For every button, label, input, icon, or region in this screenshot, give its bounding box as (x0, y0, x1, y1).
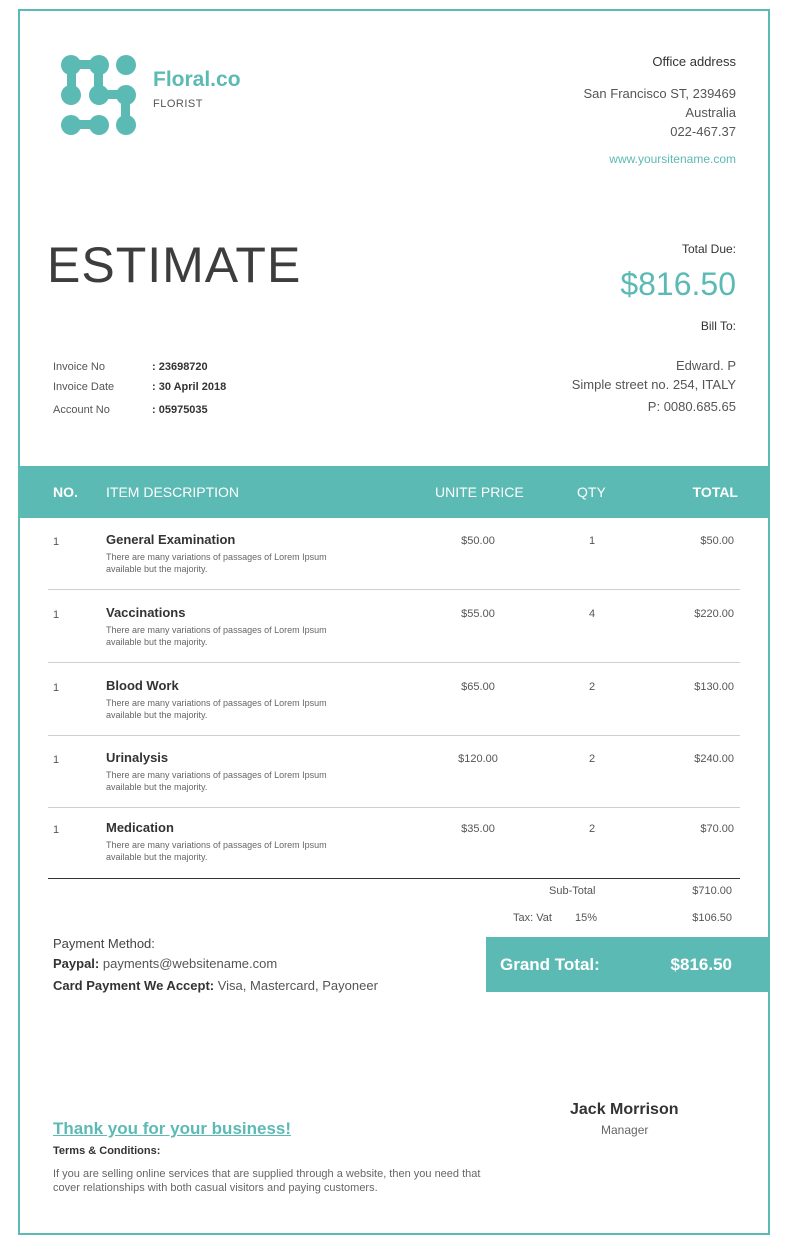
header-qty: QTY (577, 484, 606, 500)
row-total: $240.00 (694, 753, 734, 765)
invoice-no-value: : 23698720 (152, 361, 208, 373)
row-price: $120.00 (458, 753, 498, 765)
row-title: General Examination (106, 532, 236, 547)
row-description: There are many variations of passages of Lorem Ipsum available but the majority. (106, 770, 327, 792)
subtotal-label: Sub-Total (549, 885, 596, 897)
table-row (48, 591, 740, 663)
row-description: There are many variations of passages of Lorem Ipsum available but the majority. (106, 840, 327, 862)
row-qty: 4 (588, 608, 596, 620)
website-link[interactable]: www.yoursitename.com (609, 152, 736, 166)
row-total: $70.00 (700, 823, 734, 835)
bill-to-address: Simple street no. 254, ITALY (571, 377, 736, 392)
total-due-amount: $816.50 (620, 266, 736, 302)
row-description: There are many variations of passages of Lorem Ipsum available but the majority. (106, 625, 327, 647)
row-price: $35.00 (461, 823, 495, 835)
document-title: ESTIMATE (47, 237, 302, 293)
row-no: 1 (53, 824, 60, 836)
row-title: Blood Work (106, 678, 179, 693)
row-description: There are many variations of passages of Lorem Ipsum available but the majority. (106, 552, 327, 574)
bill-to-name: Edward. P (676, 358, 736, 373)
tax-label: Tax: Vat (513, 912, 552, 924)
floral-dots-logo-icon (60, 52, 138, 138)
row-total: $220.00 (694, 608, 734, 620)
row-price: $50.00 (461, 535, 495, 547)
header-no: NO. (53, 484, 78, 500)
items-table-header (18, 466, 770, 518)
total-due-label: Total Due: (681, 242, 736, 256)
grand-total-label: Grand Total: (500, 955, 600, 974)
table-row (48, 736, 740, 808)
row-title: Medication (106, 820, 174, 835)
bill-to-phone: P: 0080.685.65 (647, 399, 736, 414)
card-payment-label: Card Payment We Accept: (53, 978, 215, 993)
row-qty: 1 (588, 535, 596, 547)
office-country: Australia (685, 105, 736, 120)
paypal-label: Paypal: (53, 956, 100, 971)
row-qty: 2 (588, 681, 596, 693)
table-bottom-divider (48, 878, 740, 879)
row-no: 1 (53, 754, 60, 766)
table-row (48, 806, 740, 878)
table-row (48, 518, 740, 590)
grand-total-box (486, 937, 770, 992)
bill-to-label: Bill To: (700, 319, 736, 333)
card-payment-value: Visa, Mastercard, Payoneer (217, 978, 378, 993)
subtotal-value: $710.00 (692, 885, 732, 897)
row-no: 1 (53, 609, 60, 621)
row-qty: 2 (588, 753, 596, 765)
row-price: $65.00 (461, 681, 495, 693)
brand-name: Floral.co (153, 68, 241, 91)
header-total: TOTAL (692, 484, 738, 500)
row-description: There are many variations of passages of Lorem Ipsum available but the majority. (106, 698, 327, 720)
table-row (48, 664, 740, 736)
row-qty: 2 (588, 823, 596, 835)
brand-tagline: FLORIST (153, 98, 203, 110)
row-total: $130.00 (694, 681, 734, 693)
row-total: $50.00 (700, 535, 734, 547)
row-title: Vaccinations (106, 605, 186, 620)
tax-value: $106.50 (692, 912, 732, 924)
invoice-date-value: : 30 April 2018 (152, 381, 227, 393)
office-street: San Francisco ST, 239469 (583, 86, 736, 101)
signer-role: Manager (601, 1123, 649, 1137)
header-description: ITEM DESCRIPTION (106, 484, 240, 500)
row-no: 1 (53, 536, 60, 548)
thank-you-link[interactable]: Thank you for your business! (53, 1119, 292, 1138)
office-address-label: Office address (652, 54, 736, 69)
paypal-line (53, 956, 277, 971)
office-phone: 022-467.37 (670, 124, 736, 139)
row-title: Urinalysis (106, 750, 169, 765)
grand-total-value: $816.50 (670, 955, 732, 974)
header-unit-price: UNITE PRICE (435, 484, 524, 500)
invoice-no-label: Invoice No (53, 361, 105, 373)
account-no-label: Account No (53, 404, 110, 416)
paypal-email: payments@websitename.com (102, 956, 278, 971)
terms-label: Terms & Conditions: (53, 1145, 161, 1157)
terms-text: If you are selling online services that are supplied through a website, then you need that cover relationships with both casual visitors and paying customers. (53, 1168, 481, 1194)
signer-name: Jack Morrison (570, 1101, 679, 1118)
row-price: $55.00 (461, 608, 495, 620)
card-payment-line (53, 978, 378, 993)
payment-method-label: Payment Method: (53, 936, 155, 951)
invoice-date-label: Invoice Date (53, 381, 115, 393)
row-no: 1 (53, 682, 60, 694)
account-no-value: : 05975035 (152, 404, 208, 416)
tax-rate: 15% (575, 912, 598, 924)
